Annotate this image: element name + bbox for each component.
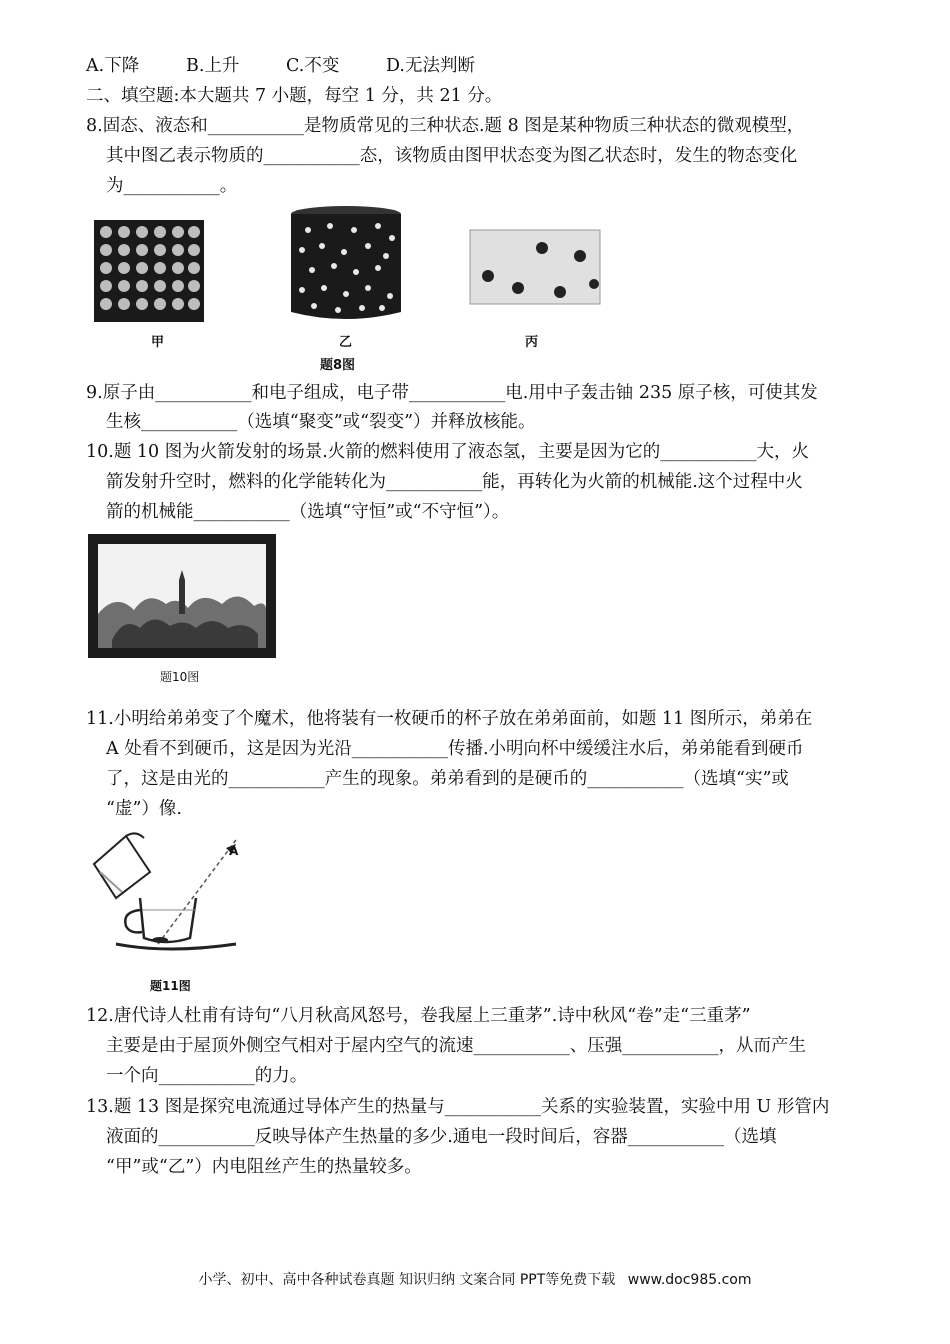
coin <box>152 937 168 943</box>
jug <box>94 833 150 898</box>
q13-line-1: 13.题 13 图是探究电流通过导体产生的热量与___________关系的实验装置，实验中用 U 形管内 <box>86 1097 830 1117</box>
sight-line <box>158 840 239 944</box>
figure-8-label-yi: 乙 <box>339 335 353 350</box>
footer-url[interactable]: www.doc985.com <box>627 1272 752 1288</box>
q9-line-2: 生核___________（选填“聚变”或“裂变”）并释放核能。 <box>106 412 536 432</box>
gas-state-model <box>470 230 600 304</box>
liquid-state-model <box>291 206 401 319</box>
figure-10-caption: 题10图 <box>160 670 200 684</box>
figure-8 <box>86 200 616 380</box>
q12-line-3: 一个向___________的力。 <box>106 1066 308 1086</box>
figure-8-caption: 题8图 <box>320 358 356 373</box>
figure-10-rocket-launch <box>88 534 278 660</box>
q9-line-1: 9.原子由___________和电子组成，电子带___________电.用中子轰击铀 235 原子核，可使其发 <box>86 383 818 403</box>
solid-state-model <box>94 220 204 322</box>
q8-line-1: 8.固态、液态和___________是物质常见的三种状态.题 8 图是某种物质三种状态的微观模型， <box>86 116 805 136</box>
q13-line-3: “甲”或“乙”）内电阻丝产生的热量较多。 <box>106 1157 422 1177</box>
figure-8-label-bing: 丙 <box>525 335 539 350</box>
q10-line-2: 箭发射升空时，燃料的化学能转化为___________能，再转化为火箭的机械能.这个过程中火 <box>106 472 803 492</box>
saucer <box>116 944 236 949</box>
q12-line-2: 主要是由于屋顶外侧空气相对于屋内空气的流速___________、压强___________，从而产生 <box>106 1036 806 1056</box>
q10-line-1: 10.题 10 图为火箭发射的场景.火箭的燃料使用了液态氢，主要是因为它的___________大，火 <box>86 442 810 462</box>
q8-line-2: 其中图乙表示物质的___________态，该物质由图甲状态变为图乙状态时，发生的物态变化 <box>106 146 798 166</box>
section-2-header: 二、填空题:本大题共 7 小题，每空 1 分，共 21 分。 <box>86 86 503 106</box>
q7-option-c: C.不变 <box>286 56 340 76</box>
q11-line-4: “虚”）像. <box>106 799 182 819</box>
figure-11-point-a: A <box>229 844 239 858</box>
footer-text: 小学、初中、高中各种试卷真题 知识归纳 文案合同 PPT等免费下载 <box>198 1272 616 1288</box>
cup <box>125 898 196 942</box>
page-footer <box>0 1269 950 1289</box>
q13-line-2: 液面的___________反映导体产生热量的多少.通电一段时间后，容器___________（选填 <box>106 1127 777 1147</box>
q7-option-a: A.下降 <box>86 56 140 76</box>
q7-option-b: B.上升 <box>186 56 240 76</box>
q8-line-3: 为___________。 <box>106 176 238 196</box>
q11-line-3: 了，这是由光的___________产生的现象。弟弟看到的是硬币的___________（选填“实”或 <box>106 769 789 789</box>
q10-line-3: 箭的机械能___________（选填“守恒”或“不守恒”）。 <box>106 502 510 522</box>
q11-line-2: A 处看不到硬币，这是因为光沿___________传播.小明向杯中缓缓注水后，弟弟能看到硬币 <box>106 739 804 759</box>
figure-8-label-jia: 甲 <box>151 335 165 350</box>
figure-11-cup-and-coin <box>86 826 246 966</box>
figure-11-caption: 题11图 <box>150 979 191 993</box>
q11-line-1: 11.小明给弟弟变了个魔术，他将装有一枚硬币的杯子放在弟弟面前，如题 11 图所示，弟弟在 <box>86 709 813 729</box>
q7-option-d: D.无法判断 <box>386 56 475 76</box>
q12-line-1: 12.唐代诗人杜甫有诗句“八月秋高风怒号，卷我屋上三重茅”.诗中秋风“卷”走“三重茅” <box>86 1006 751 1026</box>
